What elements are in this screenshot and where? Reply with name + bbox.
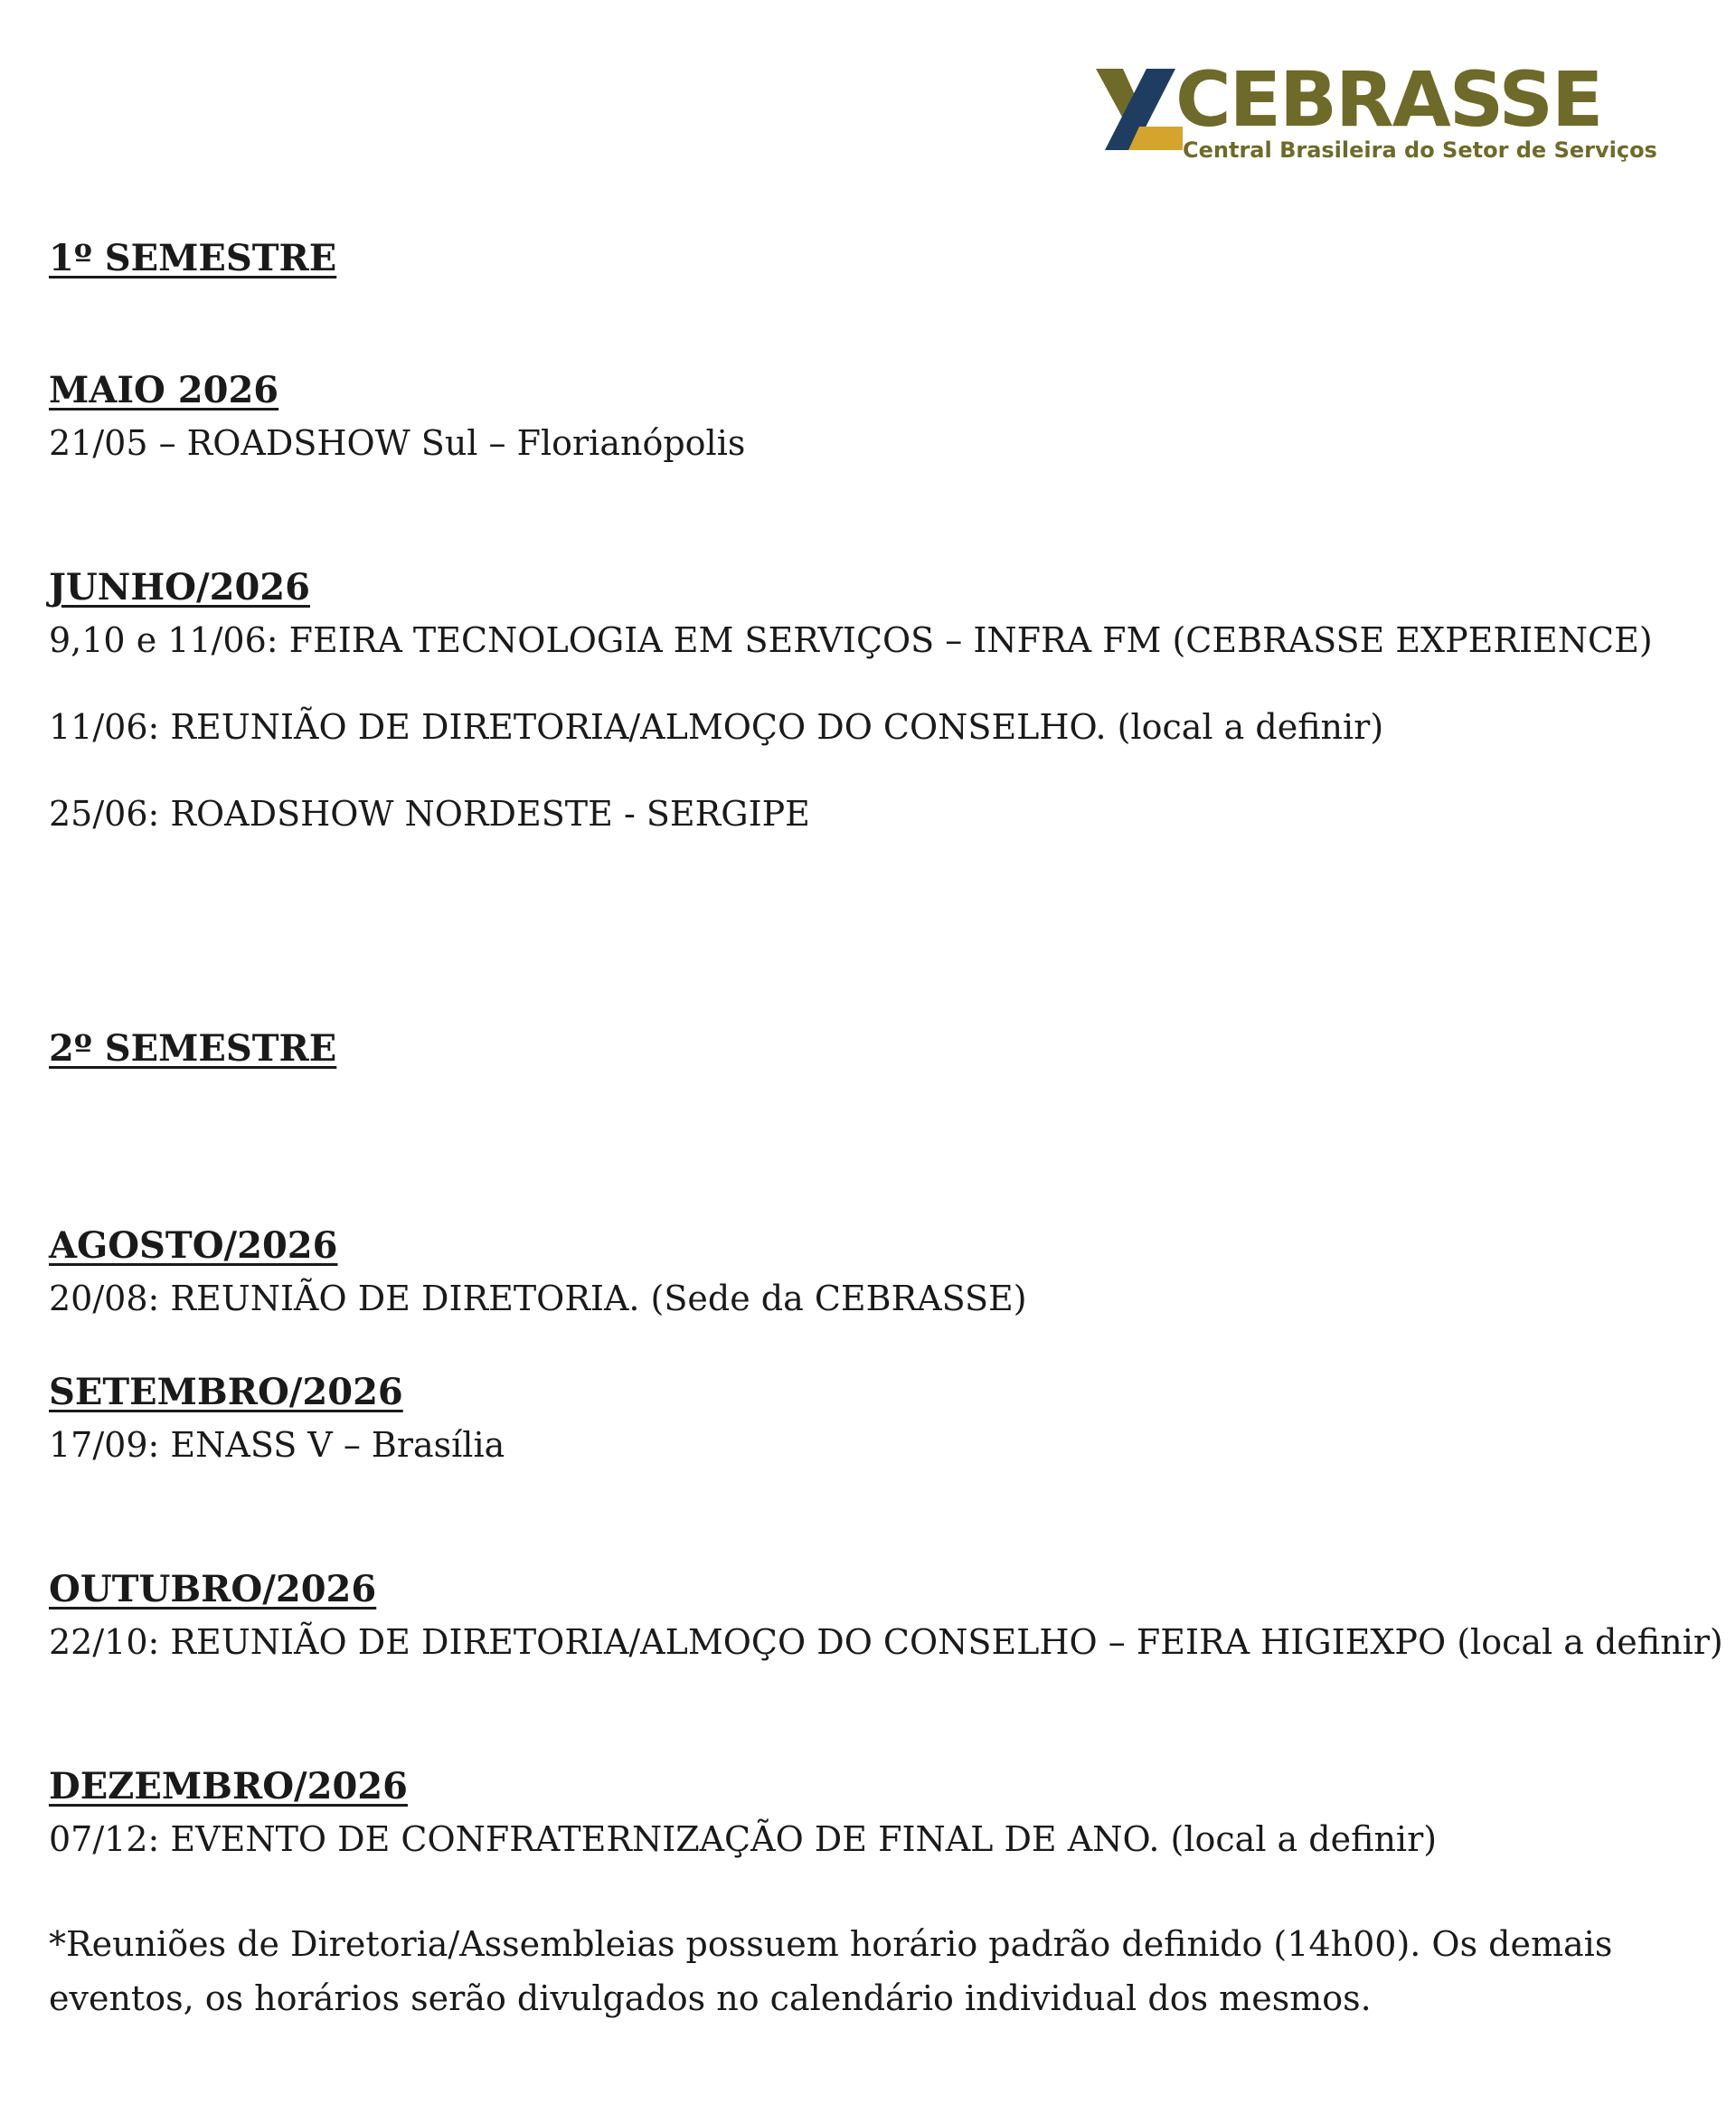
event-item: 9,10 e 11/06: FEIRA TECNOLOGIA EM SERVIÇOS – INFRA FM (CEBRASSE EXPERIENCE) xyxy=(49,620,1653,660)
event-item: 22/10: REUNIÃO DE DIRETORIA/ALMOÇO DO CONSELHO – FEIRA HIGIEXPO (local a definir) xyxy=(49,1622,1723,1662)
logo-wordmark: CEBRASSE xyxy=(1175,55,1602,144)
cebrasse-logo-mark-icon xyxy=(1092,63,1183,154)
month-heading-junho: JUNHO/2026 xyxy=(49,566,310,609)
footnote: *Reuniões de Diretoria/Assembleias possuem horário padrão definido (14h00). Os demais eventos, os horários serão divulgados no calendário individual dos mesmos. xyxy=(49,1924,1613,2018)
event-item: 07/12: EVENTO DE CONFRATERNIZAÇÃO DE FINAL DE ANO. (local a definir) xyxy=(49,1819,1438,1859)
event-item: 17/09: ENASS V – Brasília xyxy=(49,1425,505,1465)
event-item: 25/06: ROADSHOW NORDESTE - SERGIPE xyxy=(49,794,810,834)
event-item: 21/05 – ROADSHOW Sul – Florianópolis xyxy=(49,423,746,463)
month-heading-dezembro: DEZEMBRO/2026 xyxy=(49,1765,408,1808)
semester-2-heading: 2º SEMESTRE xyxy=(49,1027,337,1070)
logo-tagline: Central Brasileira do Setor de Serviços xyxy=(1183,137,1657,163)
month-heading-maio: MAIO 2026 xyxy=(49,369,279,411)
month-heading-agosto: AGOSTO/2026 xyxy=(49,1224,338,1267)
month-heading-setembro: SETEMBRO/2026 xyxy=(49,1371,403,1413)
month-heading-outubro: OUTUBRO/2026 xyxy=(49,1568,377,1610)
cebrasse-logo xyxy=(1092,55,1657,168)
event-item: 20/08: REUNIÃO DE DIRETORIA. (Sede da CEBRASSE) xyxy=(49,1279,1027,1318)
event-item: 11/06: REUNIÃO DE DIRETORIA/ALMOÇO DO CONSELHO. (local a definir) xyxy=(49,707,1384,747)
semester-1-heading: 1º SEMESTRE xyxy=(49,237,337,279)
